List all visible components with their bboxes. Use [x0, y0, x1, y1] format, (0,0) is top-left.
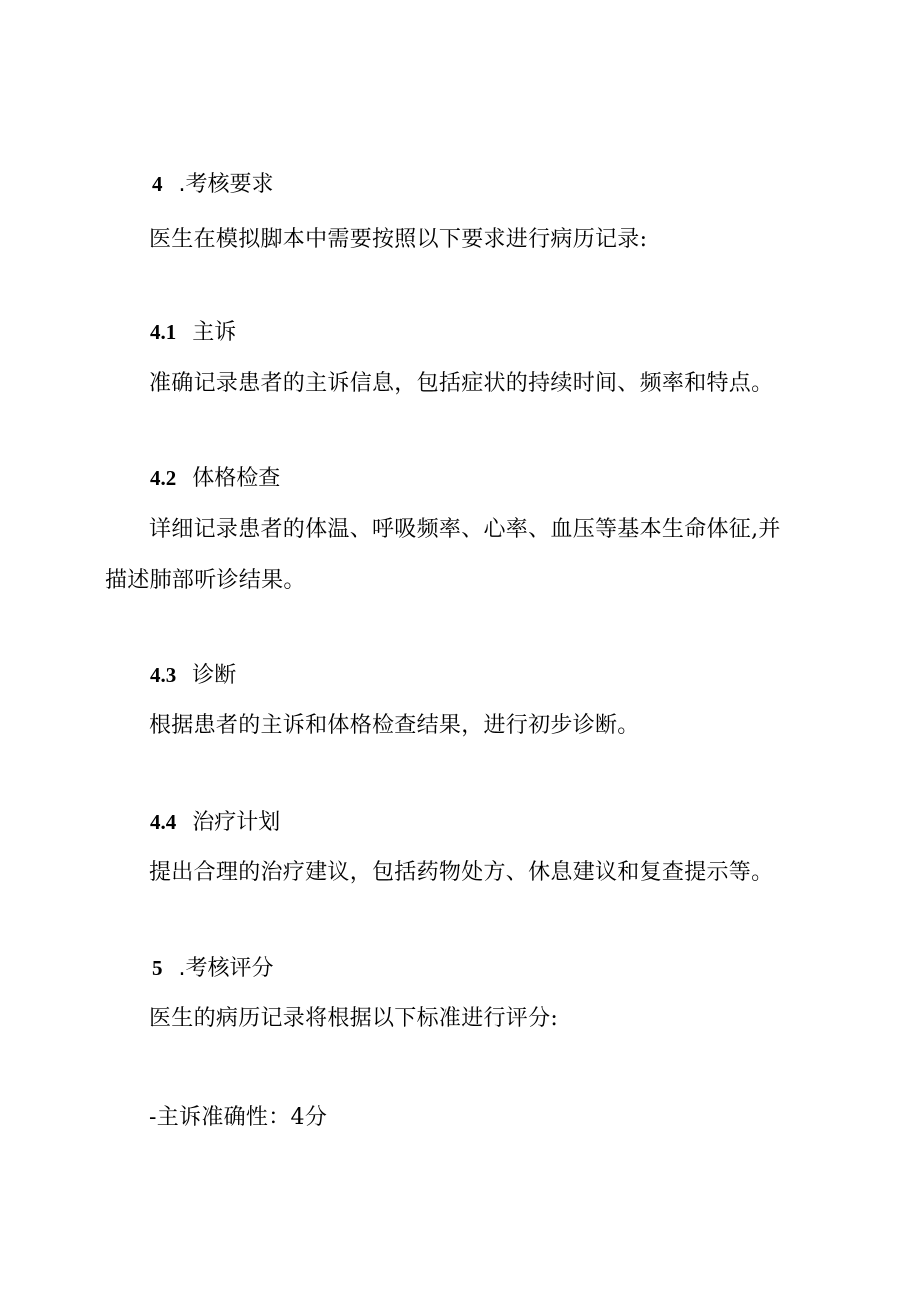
- section-5-title: .考核评分: [178, 956, 274, 981]
- section-5-item-1: -主诉准确性：4分: [149, 1105, 328, 1130]
- section-4-intro: 医生在模拟脚本中需要按照以下要求进行病历记录:: [149, 227, 648, 252]
- section-4-3-heading: [150, 665, 236, 687]
- section-4-4-title: 治疗计划: [192, 810, 281, 835]
- section-4-3-title: 诊断: [192, 663, 237, 688]
- section-4-heading: [152, 174, 274, 196]
- section-4-2-title: 体格检查: [192, 466, 281, 491]
- section-4-number: 4: [152, 172, 163, 196]
- section-4-2-heading: [150, 468, 280, 490]
- section-4-1-heading: [150, 322, 236, 344]
- section-4-4-heading: [150, 812, 280, 834]
- section-4-4-text: 提出合理的治疗建议，包括药物处方、休息建议和复查提示等。: [149, 860, 774, 885]
- section-4-2-text-line2: 描述肺部听诊结果。: [105, 568, 306, 593]
- section-4-1-title: 主诉: [192, 320, 237, 345]
- section-5-intro: 医生的病历记录将根据以下标准进行评分:: [149, 1006, 559, 1031]
- section-4-1-number: 4.1: [150, 320, 177, 344]
- section-4-4-number: 4.4: [150, 810, 177, 834]
- section-4-3-text: 根据患者的主诉和体格检查结果，进行初步诊断。: [149, 713, 640, 738]
- section-4-3-number: 4.3: [150, 663, 177, 687]
- section-4-2-text-line1: 详细记录患者的体温、呼吸频率、心率、血压等基本生命体征,并: [149, 517, 781, 542]
- section-4-2-number: 4.2: [150, 466, 177, 490]
- section-4-title: .考核要求: [178, 172, 274, 197]
- section-5-heading: [152, 958, 274, 980]
- section-4-1-text: 准确记录患者的主诉信息，包括症状的持续时间、频率和特点。: [149, 371, 774, 396]
- section-5-number: 5: [152, 956, 163, 980]
